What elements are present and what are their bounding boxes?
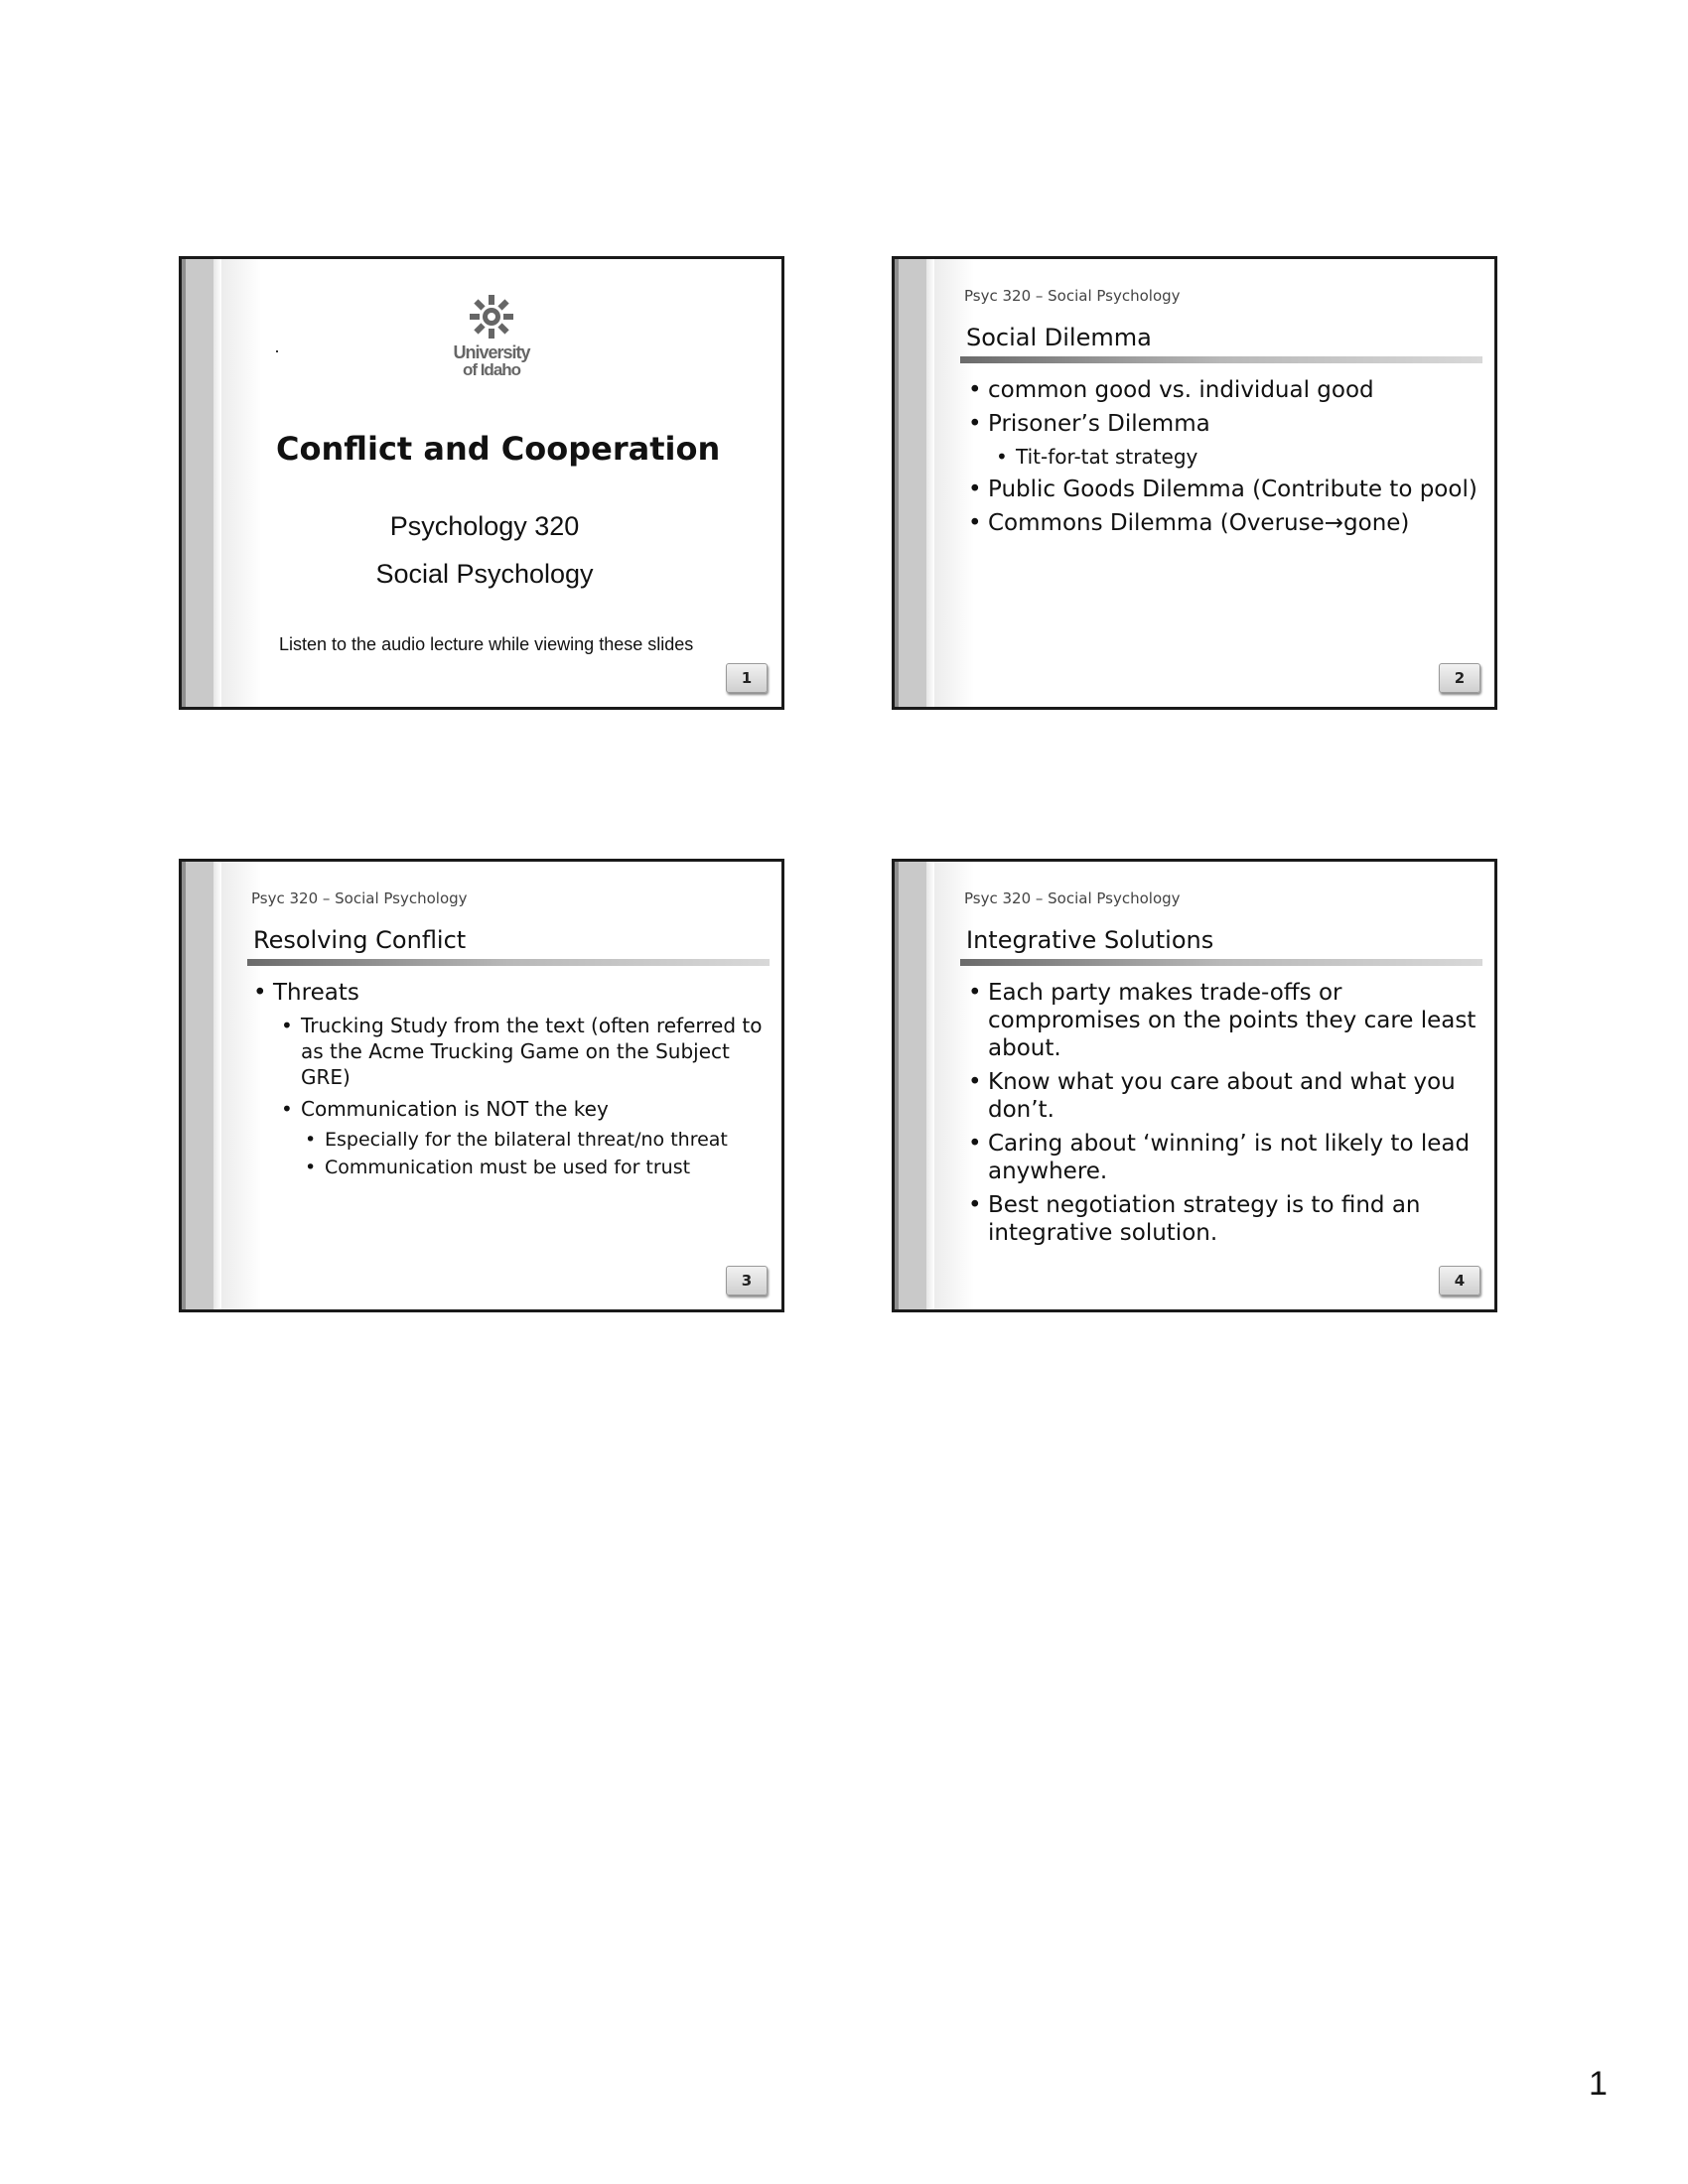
slide-heading: Integrative Solutions [966,926,1214,954]
dot-mark [276,350,278,352]
bullet-item: • Prisoner’s Dilemma [966,410,1480,438]
course-label: Psyc 320 – Social Psychology [251,889,468,907]
slide-subtitle-course: Psychology 320 [389,511,580,541]
slide-side-bar [895,259,934,707]
slide-shade [221,259,261,707]
slide-title: Conflict and Cooperation [276,430,721,468]
slide-heading: Resolving Conflict [253,926,467,954]
page-number: 1 [1589,2065,1608,2103]
bullet-list [251,979,768,1186]
course-label: Psyc 320 – Social Psychology [964,889,1181,907]
heading-rule [960,959,1482,966]
bullet-item: • Know what you care about and what you don’t. [966,1068,1480,1124]
bullet-item: • Public Goods Dilemma (Contribute to pool) [966,476,1480,503]
slide-1 [179,256,784,710]
slide-3 [179,859,784,1312]
sub-bullet-item: • Trucking Study from the text (often referred to as the Acme Trucking Game on the Subject GRE) [279,1013,768,1090]
slide-note: Listen to the audio lecture while viewing these slides [279,634,694,654]
heading-rule [960,356,1482,363]
sub-sub-bullet-item: • Communication must be used for trust [303,1156,768,1180]
course-label: Psyc 320 – Social Psychology [964,287,1181,305]
bullet-item: • Threats [251,979,768,1007]
sub-bullet-item: • Communication is NOT the key [279,1096,768,1122]
slide-number-badge: 2 [1439,663,1480,693]
sunburst-logo-icon [442,293,541,342]
sub-bullet-item: • Tit-for-tat strategy [994,444,1480,470]
logo-line-2: of Idaho [462,360,521,379]
bullet-item: • Each party makes trade-offs or compromises on the points they care least about. [966,979,1480,1062]
sub-sub-bullet-item: • Especially for the bilateral threat/no threat [303,1128,768,1153]
bullet-item: • Caring about ‘winning’ is not likely to lead anywhere. [966,1130,1480,1185]
slide-4 [892,859,1497,1312]
heading-rule [247,959,770,966]
bullet-item: • Best negotiation strategy is to find an integrative solution. [966,1191,1480,1247]
slide-heading: Social Dilemma [966,324,1152,351]
slide-subtitle-name: Social Psychology [375,559,594,589]
university-logo [442,293,541,378]
slide-side-bar [182,259,221,707]
slide-number-badge: 3 [726,1266,768,1296]
bullet-list [966,979,1480,1253]
slide-number-badge: 1 [726,663,768,693]
bullet-item: • Commons Dilemma (Overuse→gone) [966,509,1480,537]
slide-2 [892,256,1497,710]
slide-side-bar [895,862,934,1309]
logo-line-1: University [453,342,530,362]
bullet-item: • common good vs. individual good [966,376,1480,404]
slide-number-badge: 4 [1439,1266,1480,1296]
slide-side-bar [182,862,221,1309]
bullet-list [966,376,1480,543]
